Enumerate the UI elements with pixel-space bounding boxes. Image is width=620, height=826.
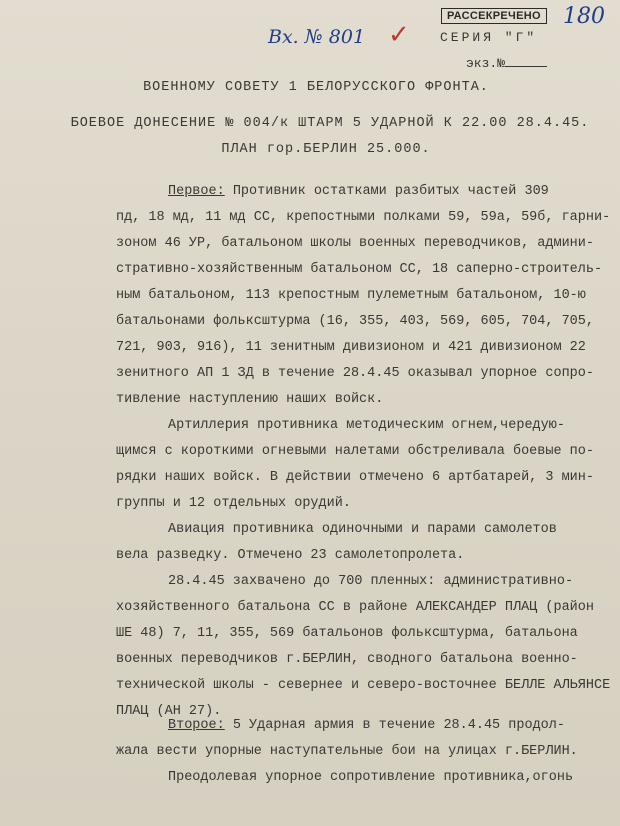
report-title: БОЕВОЕ ДОНЕСЕНИЕ № 004/к ШТАРМ 5 УДАРНОЙ К 22.00 28.4.45. xyxy=(70,116,590,131)
body-line: рядки наших войск. В действии отмечено 6 артбатарей, 3 мин- xyxy=(116,470,594,485)
handwritten-page-number: 180 xyxy=(563,4,605,29)
body-line: пд, 18 мд, 11 мд СС, крепостными полками 59, 59а, 59б, гарни- xyxy=(116,210,611,225)
copy-number-field xyxy=(466,56,547,71)
copy-label: экз.№ xyxy=(466,56,506,71)
body-line: ШЕ 48) 7, 11, 355, 569 батальонов фольксштурма, батальона xyxy=(116,626,578,641)
body-line: Первое: Противник остатками разбитых частей 309 xyxy=(168,184,549,199)
copy-number-blank xyxy=(505,56,547,67)
section-first-label: Первое: xyxy=(168,184,225,199)
red-check-mark: ✓ xyxy=(388,20,410,50)
body-line: стративно-хозяйственным батальоном СС, 18 саперно-строитель- xyxy=(116,262,603,277)
body-line: жала вести упорные наступательные бои на улицах г.БЕРЛИН. xyxy=(116,744,578,759)
body-line: щимся с короткими огневыми налетами обстреливала боевые по- xyxy=(116,444,594,459)
body-line: военных переводчиков г.БЕРЛИН, сводного батальона военно- xyxy=(116,652,578,667)
body-line: Артиллерия противника методическим огнем,чередую- xyxy=(168,418,565,433)
body-line: 721, 903, 916), 11 зенитным дивизионом и 421 дивизионом 22 xyxy=(116,340,586,355)
body-line: ным батальоном, 113 крепостным пулеметным батальоном, 10-ю xyxy=(116,288,586,303)
body-line: 28.4.45 захвачено до 700 пленных: административно- xyxy=(168,574,574,589)
series-label: СЕРИЯ "Г" xyxy=(440,30,538,45)
body-line: зенитного АП 1 ЗД в течение 28.4.45 оказывал упорное сопро- xyxy=(116,366,594,381)
handwritten-incoming-number: Вх. № 801 xyxy=(268,26,366,48)
body-line: Второе: 5 Ударная армия в течение 28.4.45 продол- xyxy=(168,718,565,733)
body-line: группы и 12 отдельных орудий. xyxy=(116,496,351,511)
body-line: хозяйственного батальона СС в районе АЛЕКСАНДЕР ПЛАЦ (район xyxy=(116,600,594,615)
body-line: Авиация противника одиночными и парами самолетов xyxy=(168,522,557,537)
addressee-heading: ВОЕННОМУ СОВЕТУ 1 БЕЛОРУССКОГО ФРОНТА. xyxy=(143,80,489,95)
body-line: батальонами фольксштурма (16, 355, 403, 569, 605, 704, 705, xyxy=(116,314,594,329)
body-line: Преодолевая упорное сопротивление противника,огонь xyxy=(168,770,574,785)
body-line: зоном 46 УР, батальоном школы военных переводчиков, админи- xyxy=(116,236,594,251)
body-line: вела разведку. Отмечено 23 самолетопролета. xyxy=(116,548,465,563)
declassified-stamp: РАССЕКРЕЧЕНО xyxy=(441,8,547,24)
map-reference: ПЛАН гор.БЕРЛИН 25.000. xyxy=(221,142,431,157)
body-line: тивление наступлению наших войск. xyxy=(116,392,384,407)
body-line: технической школы - севернее и северо-восточнее БЕЛЛЕ АЛЬЯНСЕ xyxy=(116,678,611,693)
section-second-label: Второе: xyxy=(168,718,225,733)
body-line: ПЛАЦ (АН 27). xyxy=(116,704,222,719)
